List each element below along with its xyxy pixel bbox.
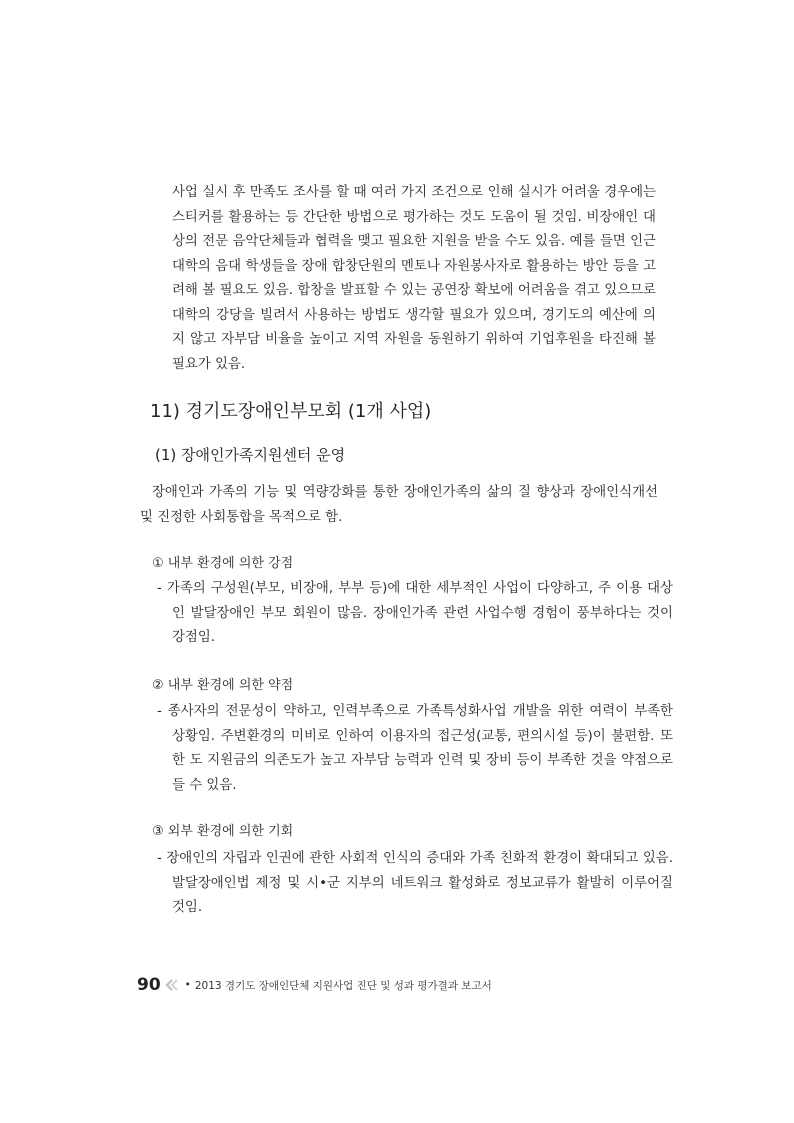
opportunity-body: - 장애인의 자립과 인권에 관한 사회적 인식의 증대와 가족 친화적 환경이 확대되고 있음. 발달장애인법 제정 및 시•군 지부의 네트워크 활성화로 정보교류가 활발히 이루어질 것임. bbox=[157, 851, 673, 915]
opportunity-heading: ③ 외부 환경에 의한 기회 bbox=[152, 824, 294, 839]
double-chevron-left-icon bbox=[165, 978, 179, 992]
page-number: 90 bbox=[137, 975, 161, 995]
strength-body: - 가족의 구성원(부모, 비장애, 부부 등)에 대한 세부적인 사업이 다양하고, 주 이용 대상인 발달장애인 부모 회원이 많음. 장애인가족 관련 사업수행 경험이 풍부하다는 것이 강점임. bbox=[157, 581, 673, 645]
purpose-paragraph: 장애인과 가족의 기능 및 역량강화를 통한 장애인가족의 삶의 질 향상과 장애인식개선 및 진정한 사회통합을 목적으로 함. bbox=[140, 485, 658, 525]
intro-paragraph: 사업 실시 후 만족도 조사를 할 때 여러 가지 조건으로 인해 실시가 어려울 경우에는 스티커를 활용하는 등 간단한 방법으로 평가하는 것도 도움이 될 것임. 비장애인 대상의 전문 음악단체들과 협력을 맺고 필요한 지원을 받을 수도 있음. 예를 들면 인근 대학의 음대 학생들을 장애 합창단원의 멘토나 자원봉사자로 활용하는 방안 등을 고려해 볼 필요도 있음. 합창을 발표할 수 있는 공연장 확보에 어려움을 겪고 있으므로 대학의 강당을 빌려서 사용하는 방법도 생각할 필요가 있으며, 경기도의 예산에 의지 않고 자부담 비율을 높이고 지역 자원을 동원하기 위하여 기업후원을 타진해 볼 필요가 있음. bbox=[172, 185, 656, 372]
weakness-heading: ② 내부 환경에 의한 약점 bbox=[152, 678, 294, 693]
footer-text: 2013 경기도 장애인단체 지원사업 진단 및 성과 평가결과 보고서 bbox=[194, 979, 492, 992]
section-title: 11) 경기도장애인부모회 (1개 사업) bbox=[150, 401, 432, 422]
footer-bullet: • bbox=[184, 979, 191, 991]
weakness-body: - 종사자의 전문성이 약하고, 인력부족으로 가족특성화사업 개발을 위한 여력이 부족한 상황임. 주변환경의 미비로 인하여 이용자의 접근성(교통, 편의시설 등)이 불편함. 또한 도 지원금의 의존도가 높고 자부담 능력과 인력 및 장비 등이 부족한 것을 약점으로 들 수 있음. bbox=[157, 704, 673, 793]
subsection-title: (1) 장애인가족지원센터 운영 bbox=[155, 446, 346, 464]
page-footer bbox=[137, 972, 492, 998]
strength-heading: ① 내부 환경에 의한 강점 bbox=[152, 556, 294, 571]
